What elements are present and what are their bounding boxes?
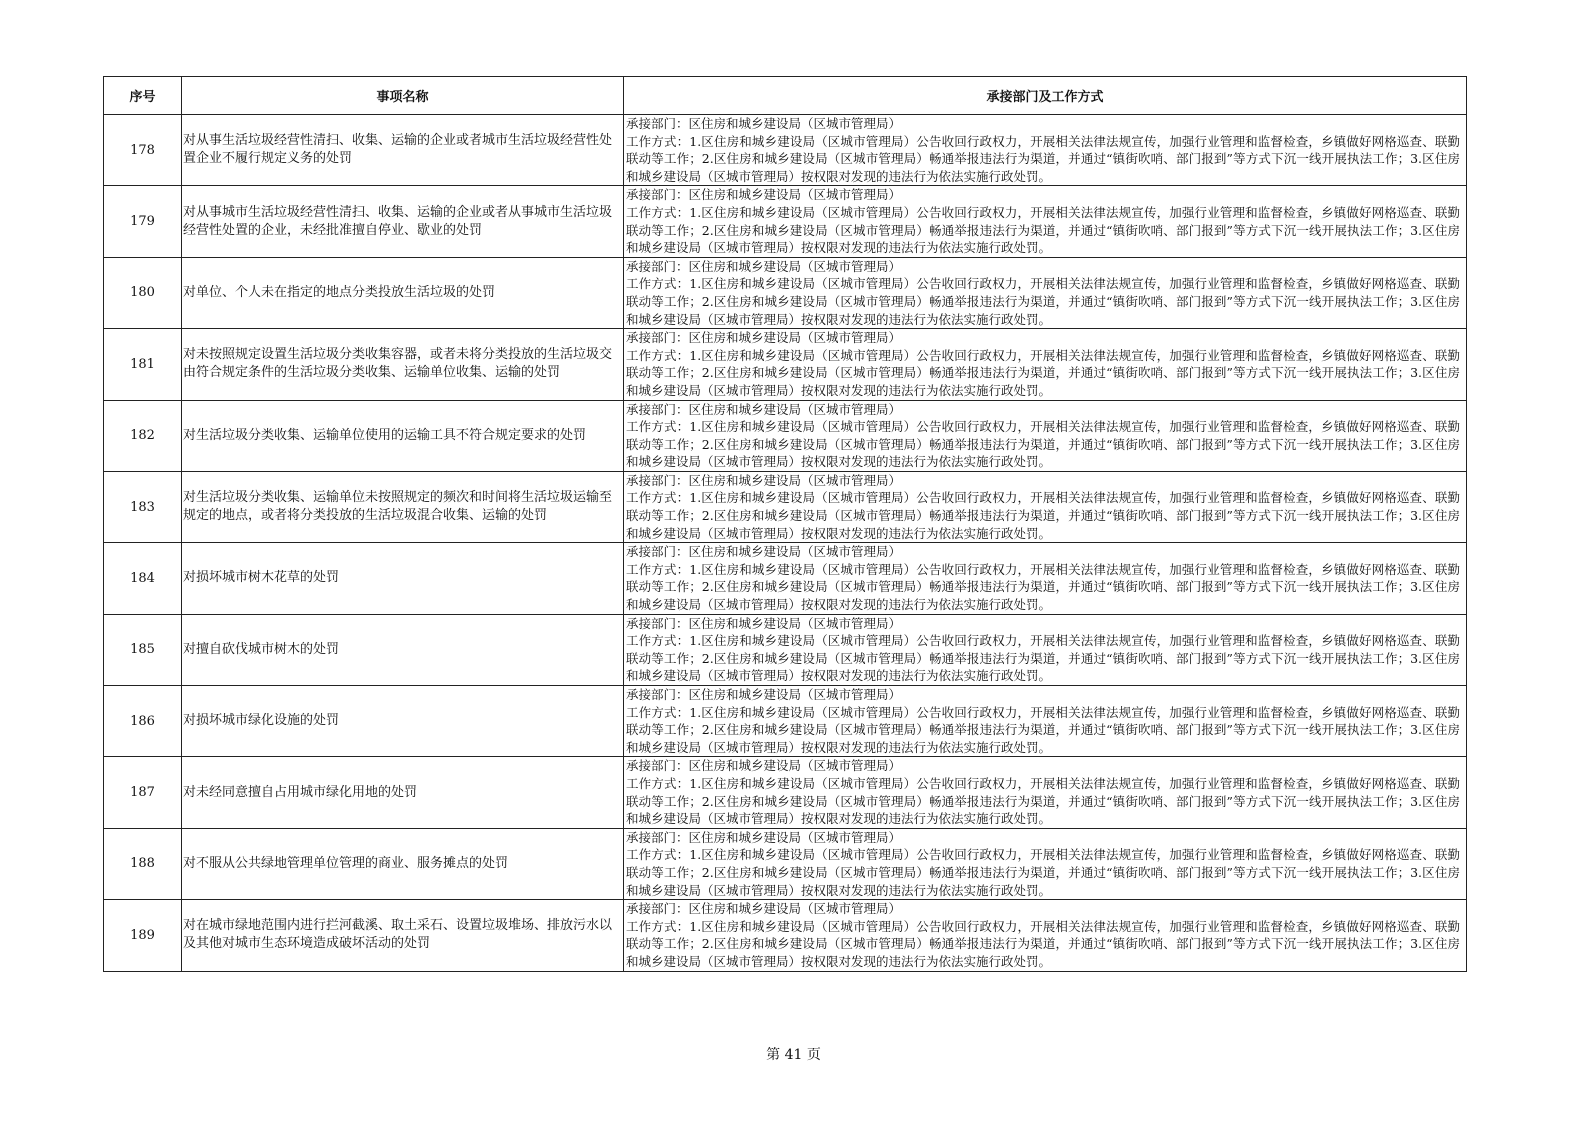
department-text-block — [624, 900, 1466, 970]
row-work-method: 工作方式：1.区住房和城乡建设局（区城市管理局）公告收回行政权力，开展相关法律法规宣传，加强行业管理和监督检查，乡镇做好网格巡查、联勤联动等工作；2.区住房和城乡建设局（区城市管理局）畅通举报违法行为渠道，并通过“镇街吹哨、部门报到”等方式下沉一线开展执法工作；3.区住房和城乡建设局（区城市管理局）按权限对发现的违法行为依法实施行政处罚。 — [626, 847, 1460, 898]
header-name: 事项名称 — [182, 77, 624, 115]
row-index: 178 — [104, 115, 182, 186]
row-department: 承接部门：区住房和城乡建设局（区城市管理局） — [626, 544, 902, 560]
row-work-method: 工作方式：1.区住房和城乡建设局（区城市管理局）公告收回行政权力，开展相关法律法规宣传，加强行业管理和监督检查，乡镇做好网格巡查、联勤联动等工作；2.区住房和城乡建设局（区城市管理局）畅通举报违法行为渠道，并通过“镇街吹哨、部门报到”等方式下沉一线开展执法工作；3.区住房和城乡建设局（区城市管理局）按权限对发现的违法行为依法实施行政处罚。 — [626, 918, 1460, 969]
department-text-block — [624, 472, 1466, 542]
header-index: 序号 — [104, 77, 182, 115]
row-department-cell — [624, 686, 1467, 757]
row-work-method: 工作方式：1.区住房和城乡建设局（区城市管理局）公告收回行政权力，开展相关法律法规宣传，加强行业管理和监督检查，乡镇做好网格巡查、联勤联动等工作；2.区住房和城乡建设局（区城市管理局）畅通举报违法行为渠道，并通过“镇街吹哨、部门报到”等方式下沉一线开展执法工作；3.区住房和城乡建设局（区城市管理局）按权限对发现的违法行为依法实施行政处罚。 — [626, 775, 1460, 827]
row-work-method: 工作方式：1.区住房和城乡建设局（区城市管理局）公告收回行政权力，开展相关法律法规宣传，加强行业管理和监督检查，乡镇做好网格巡查、联勤联动等工作；2.区住房和城乡建设局（区城市管理局）畅通举报违法行为渠道，并通过“镇街吹哨、部门报到”等方式下沉一线开展执法工作；3.区住房和城乡建设局（区城市管理局）按权限对发现的违法行为依法实施行政处罚。 — [626, 561, 1460, 613]
table-body — [104, 115, 1467, 972]
row-department-cell — [624, 115, 1467, 186]
row-department: 承接部门：区住房和城乡建设局（区城市管理局） — [626, 187, 902, 203]
table-header-row — [104, 77, 1467, 115]
department-text-block — [624, 757, 1466, 827]
row-index: 186 — [104, 686, 182, 757]
row-item-name: 对未经同意擅自占用城市绿化用地的处罚 — [182, 757, 624, 828]
row-department: 承接部门：区住房和城乡建设局（区城市管理局） — [626, 401, 902, 417]
row-work-method: 工作方式：1.区住房和城乡建设局（区城市管理局）公告收回行政权力，开展相关法律法规宣传，加强行业管理和监督检查，乡镇做好网格巡查、联勤联动等工作；2.区住房和城乡建设局（区城市管理局）畅通举报违法行为渠道，并通过“镇街吹哨、部门报到”等方式下沉一线开展执法工作；3.区住房和城乡建设局（区城市管理局）按权限对发现的违法行为依法实施行政处罚。 — [626, 133, 1460, 184]
department-text-block — [624, 258, 1466, 328]
department-text-block — [624, 186, 1466, 256]
row-item-name: 对损坏城市绿化设施的处罚 — [182, 686, 624, 757]
department-text-block — [624, 686, 1466, 756]
row-department-cell — [624, 186, 1467, 257]
row-department-cell — [624, 828, 1467, 899]
row-index: 181 — [104, 329, 182, 400]
row-index: 183 — [104, 471, 182, 542]
row-department-cell — [624, 400, 1467, 471]
table-row — [104, 900, 1467, 971]
row-department: 承接部门：区住房和城乡建设局（区城市管理局） — [626, 258, 902, 274]
department-text-block — [624, 615, 1466, 685]
row-department: 承接部门：区住房和城乡建设局（区城市管理局） — [626, 901, 902, 917]
table-row — [104, 828, 1467, 899]
row-item-name: 对在城市绿地范围内进行拦河截溪、取土采石、设置垃圾堆场、排放污水以及其他对城市生态环境造成破坏活动的处罚 — [182, 900, 624, 971]
row-department: 承接部门：区住房和城乡建设局（区城市管理局） — [626, 758, 902, 774]
row-work-method: 工作方式：1.区住房和城乡建设局（区城市管理局）公告收回行政权力，开展相关法律法规宣传，加强行业管理和监督检查，乡镇做好网格巡查、联勤联动等工作；2.区住房和城乡建设局（区城市管理局）畅通举报违法行为渠道，并通过“镇街吹哨、部门报到”等方式下沉一线开展执法工作；3.区住房和城乡建设局（区城市管理局）按权限对发现的违法行为依法实施行政处罚。 — [626, 419, 1460, 470]
row-item-name: 对单位、个人未在指定的地点分类投放生活垃圾的处罚 — [182, 257, 624, 328]
row-item-name: 对从事城市生活垃圾经营性清扫、收集、运输的企业或者从事城市生活垃圾经营性处置的企业，未经批准擅自停业、歇业的处罚 — [182, 186, 624, 257]
row-work-method: 工作方式：1.区住房和城乡建设局（区城市管理局）公告收回行政权力，开展相关法律法规宣传，加强行业管理和监督检查，乡镇做好网格巡查、联勤联动等工作；2.区住房和城乡建设局（区城市管理局）畅通举报违法行为渠道，并通过“镇街吹哨、部门报到”等方式下沉一线开展执法工作；3.区住房和城乡建设局（区城市管理局）按权限对发现的违法行为依法实施行政处罚。 — [626, 276, 1460, 327]
row-work-method: 工作方式：1.区住房和城乡建设局（区城市管理局）公告收回行政权力，开展相关法律法规宣传，加强行业管理和监督检查，乡镇做好网格巡查、联勤联动等工作；2.区住房和城乡建设局（区城市管理局）畅通举报违法行为渠道，并通过“镇街吹哨、部门报到”等方式下沉一线开展执法工作；3.区住房和城乡建设局（区城市管理局）按权限对发现的违法行为依法实施行政处罚。 — [626, 204, 1460, 256]
table-row — [104, 186, 1467, 257]
table-row — [104, 471, 1467, 542]
row-index: 185 — [104, 614, 182, 685]
row-index: 182 — [104, 400, 182, 471]
row-department-cell — [624, 329, 1467, 400]
row-work-method: 工作方式：1.区住房和城乡建设局（区城市管理局）公告收回行政权力，开展相关法律法规宣传，加强行业管理和监督检查，乡镇做好网格巡查、联勤联动等工作；2.区住房和城乡建设局（区城市管理局）畅通举报违法行为渠道，并通过“镇街吹哨、部门报到”等方式下沉一线开展执法工作；3.区住房和城乡建设局（区城市管理局）按权限对发现的违法行为依法实施行政处罚。 — [626, 347, 1460, 398]
page-number: 第 41 页 — [766, 1047, 821, 1063]
row-item-name: 对损坏城市树木花草的处罚 — [182, 543, 624, 614]
row-index: 184 — [104, 543, 182, 614]
row-item-name: 对不服从公共绿地管理单位管理的商业、服务摊点的处罚 — [182, 828, 624, 899]
department-text-block — [624, 829, 1466, 899]
row-department: 承接部门：区住房和城乡建设局（区城市管理局） — [626, 687, 902, 702]
row-department-cell — [624, 757, 1467, 828]
row-work-method: 工作方式：1.区住房和城乡建设局（区城市管理局）公告收回行政权力，开展相关法律法规宣传，加强行业管理和监督检查，乡镇做好网格巡查、联勤联动等工作；2.区住房和城乡建设局（区城市管理局）畅通举报违法行为渠道，并通过“镇街吹哨、部门报到”等方式下沉一线开展执法工作；3.区住房和城乡建设局（区城市管理局）按权限对发现的违法行为依法实施行政处罚。 — [626, 633, 1460, 684]
row-index: 187 — [104, 757, 182, 828]
row-index: 189 — [104, 900, 182, 971]
table-row — [104, 543, 1467, 614]
row-item-name: 对生活垃圾分类收集、运输单位未按照规定的频次和时间将生活垃圾运输至规定的地点，或者将分类投放的生活垃圾混合收集、运输的处罚 — [182, 471, 624, 542]
row-item-name: 对未按照规定设置生活垃圾分类收集容器，或者未将分类投放的生活垃圾交由符合规定条件的生活垃圾分类收集、运输单位收集、运输的处罚 — [182, 329, 624, 400]
row-department-cell — [624, 543, 1467, 614]
header-department: 承接部门及工作方式 — [624, 77, 1467, 115]
row-index: 188 — [104, 828, 182, 899]
department-text-block — [624, 329, 1466, 399]
row-department: 承接部门：区住房和城乡建设局（区城市管理局） — [626, 615, 902, 631]
document-table — [103, 76, 1467, 972]
table-row — [104, 115, 1467, 186]
row-department-cell — [624, 257, 1467, 328]
table-row — [104, 614, 1467, 685]
row-item-name: 对从事生活垃圾经营性清扫、收集、运输的企业或者城市生活垃圾经营性处置企业不履行规定义务的处罚 — [182, 115, 624, 186]
row-index: 179 — [104, 186, 182, 257]
row-index: 180 — [104, 257, 182, 328]
department-text-block — [624, 401, 1466, 471]
table-row — [104, 400, 1467, 471]
table-row — [104, 686, 1467, 757]
row-work-method: 工作方式：1.区住房和城乡建设局（区城市管理局）公告收回行政权力，开展相关法律法规宣传，加强行业管理和监督检查，乡镇做好网格巡查、联勤联动等工作；2.区住房和城乡建设局（区城市管理局）畅通举报违法行为渠道，并通过“镇街吹哨、部门报到”等方式下沉一线开展执法工作；3.区住房和城乡建设局（区城市管理局）按权限对发现的违法行为依法实施行政处罚。 — [626, 490, 1460, 541]
row-department: 承接部门：区住房和城乡建设局（区城市管理局） — [626, 116, 902, 131]
row-item-name: 对擅自砍伐城市树木的处罚 — [182, 614, 624, 685]
row-item-name: 对生活垃圾分类收集、运输单位使用的运输工具不符合规定要求的处罚 — [182, 400, 624, 471]
department-text-block — [624, 543, 1466, 613]
row-department: 承接部门：区住房和城乡建设局（区城市管理局） — [626, 330, 902, 346]
table-row — [104, 257, 1467, 328]
row-work-method: 工作方式：1.区住房和城乡建设局（区城市管理局）公告收回行政权力，开展相关法律法规宣传，加强行业管理和监督检查，乡镇做好网格巡查、联勤联动等工作；2.区住房和城乡建设局（区城市管理局）畅通举报违法行为渠道，并通过“镇街吹哨、部门报到”等方式下沉一线开展执法工作；3.区住房和城乡建设局（区城市管理局）按权限对发现的违法行为依法实施行政处罚。 — [626, 704, 1460, 755]
row-department-cell — [624, 614, 1467, 685]
table-row — [104, 329, 1467, 400]
document-table-container — [103, 76, 1466, 972]
row-department: 承接部门：区住房和城乡建设局（区城市管理局） — [626, 472, 902, 488]
table-row — [104, 757, 1467, 828]
row-department-cell — [624, 471, 1467, 542]
department-text-block — [624, 115, 1466, 185]
row-department: 承接部门：区住房和城乡建设局（区城市管理局） — [626, 829, 902, 845]
row-department-cell — [624, 900, 1467, 971]
